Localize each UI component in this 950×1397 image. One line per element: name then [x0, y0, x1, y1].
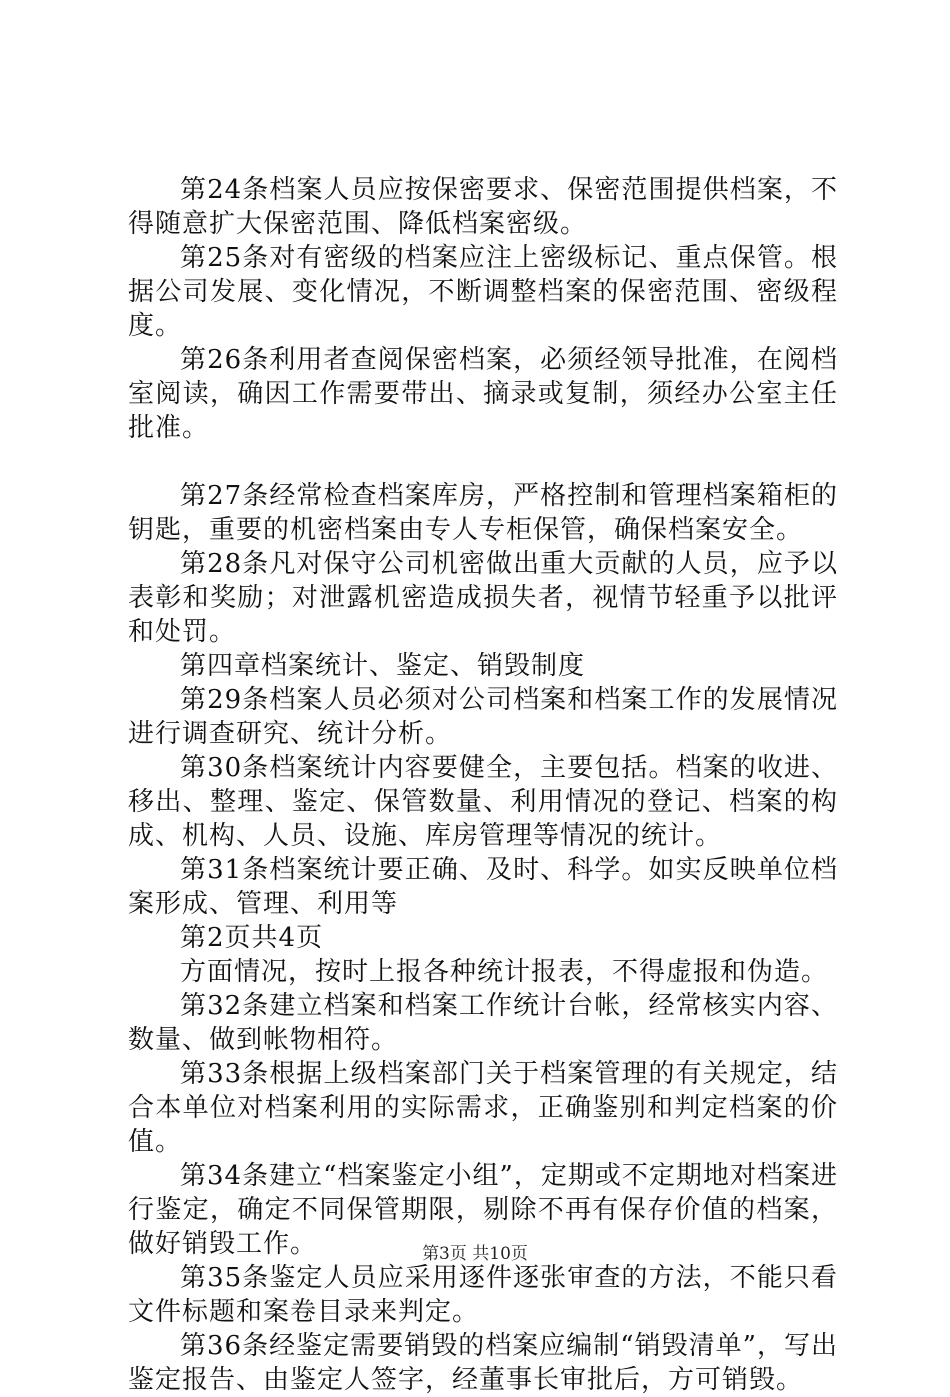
article-27: 第27条经常检查档案库房，严格控制和管理档案箱柜的钥匙，重要的机密档案由专人专柜保管，确保档案安全。	[128, 481, 838, 545]
article-24: 第24条档案人员应按保密要求、保密范围提供档案，不得随意扩大保密范围、降低档案密级。	[128, 175, 838, 239]
article-32: 第32条建立档案和档案工作统计台帐，经常核实内容、数量、做到帐物相符。	[128, 991, 838, 1055]
article-29: 第29条档案人员必须对公司档案和档案工作的发展情况进行调查研究、统计分析。	[128, 685, 838, 749]
document-body	[128, 173, 838, 1397]
article-36: 第36条经鉴定需要销毁的档案应编制“销毁清单”，写出鉴定报告、由鉴定人签字，经董事长审批后，方可销毁。	[128, 1331, 838, 1395]
inline-page-marker: 第2页共4页	[180, 923, 324, 953]
article-31-continued: 方面情况，按时上报各种统计报表，不得虚报和伪造。	[180, 957, 829, 987]
article-35: 第35条鉴定人员应采用逐件逐张审查的方法，不能只看文件标题和案卷目录来判定。	[128, 1263, 838, 1327]
article-28: 第28条凡对保守公司机密做出重大贡献的人员，应予以表彰和奖励；对泄露机密造成损失者，视情节轻重予以批评和处罚。	[128, 549, 838, 647]
article-25: 第25条对有密级的档案应注上密级标记、重点保管。根据公司发展、变化情况，不断调整档案的保密范围、密级程度。	[128, 243, 838, 341]
article-33: 第33条根据上级档案部门关于档案管理的有关规定，结合本单位对档案利用的实际需求，正确鉴别和判定档案的价值。	[128, 1059, 838, 1157]
chapter-four-heading: 第四章档案统计、鉴定、销毁制度	[180, 651, 586, 681]
page-footer: 第3页 共10页	[422, 1244, 528, 1264]
article-31: 第31条档案统计要正确、及时、科学。如实反映单位档案形成、管理、利用等	[128, 855, 838, 919]
article-26: 第26条利用者查阅保密档案，必须经领导批准，在阅档室阅读，确因工作需要带出、摘录或复制，须经办公室主任批准。	[128, 345, 838, 443]
article-30: 第30条档案统计内容要健全，主要包括。档案的收进、移出、整理、鉴定、保管数量、利用情况的登记、档案的构成、机构、人员、设施、库房管理等情况的统计。	[128, 753, 838, 851]
article-34: 第34条建立“档案鉴定小组”，定期或不定期地对档案进行鉴定，确定不同保管期限，剔除不再有保存价值的档案，做好销毁工作。	[128, 1161, 838, 1259]
